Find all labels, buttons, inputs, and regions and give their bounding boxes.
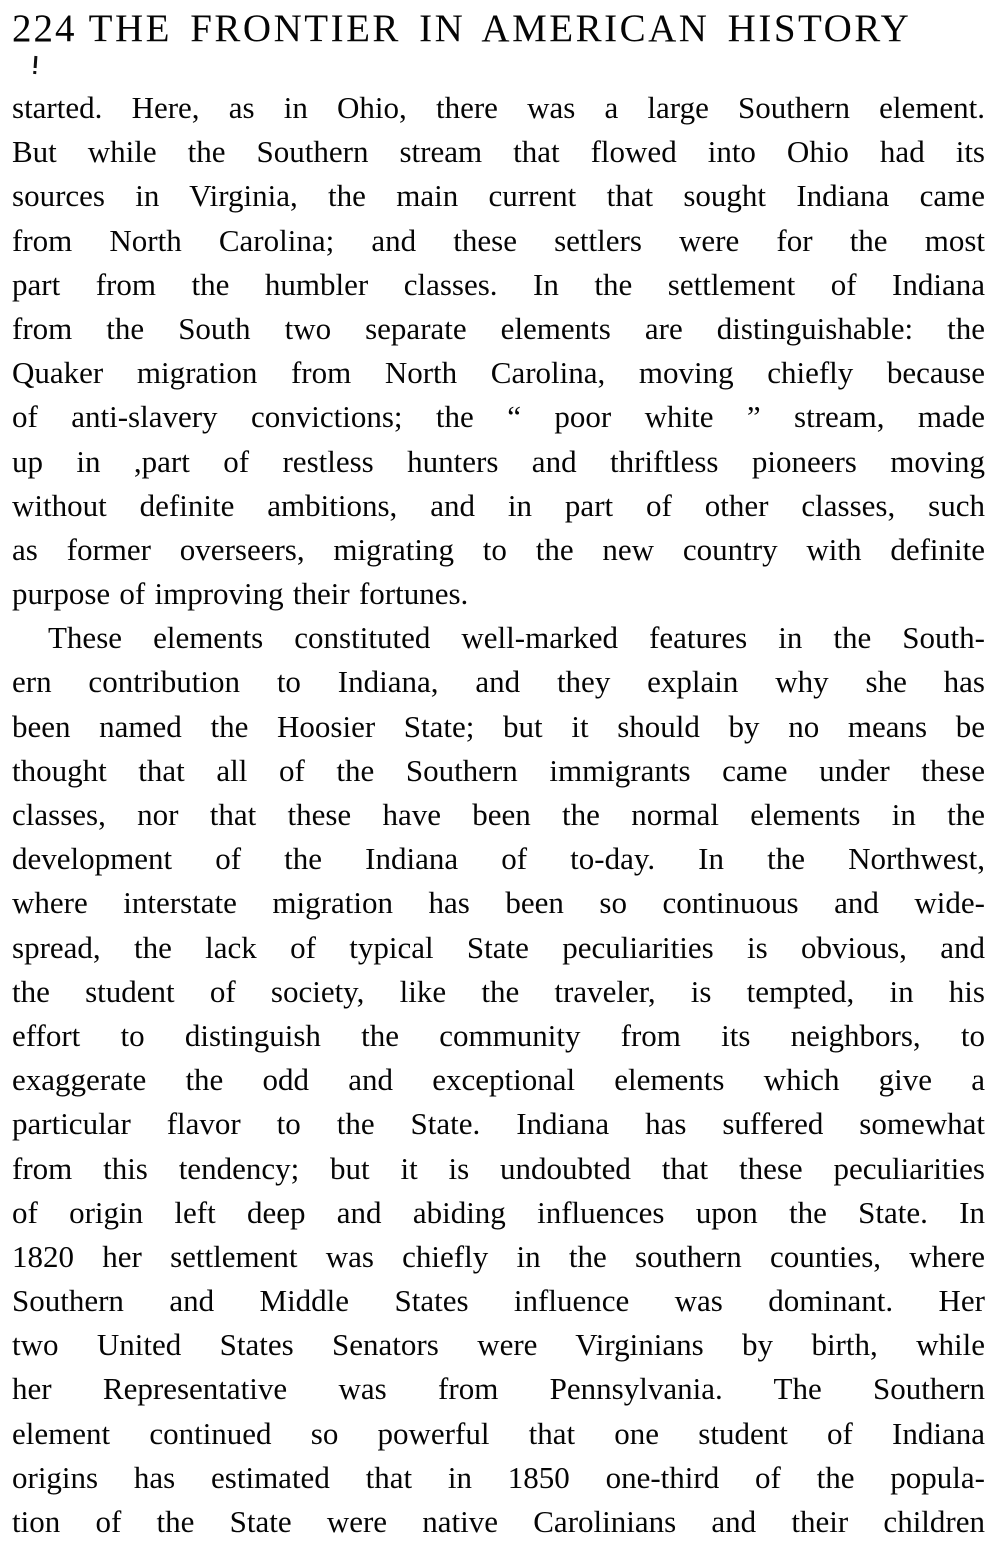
- text-line: 1820 her settlement was chiefly in the southern counties, where: [12, 1238, 985, 1274]
- text-line: effort to distinguish the community from its neighbors, to: [12, 1017, 985, 1053]
- body-text: [12, 86, 985, 1544]
- text-line: started. Here, as in Ohio, there was a large Southern element.: [12, 90, 985, 125]
- text-line: origins has estimated that in 1850 one-third of the popula-: [12, 1459, 985, 1495]
- text-line: without definite ambitions, and in part of other classes, such: [12, 487, 985, 523]
- text-line: two United States Senators were Virginians by birth, while: [12, 1327, 985, 1363]
- text-line: up in ,part of restless hunters and thriftless pioneers moving: [12, 443, 985, 479]
- page-title: THE FRONTIER IN AMERICAN HISTORY: [88, 7, 912, 50]
- ink-mark: [34, 56, 38, 68]
- text-line: of origin left deep and abiding influences upon the State. In: [12, 1194, 985, 1230]
- text-line: particular flavor to the State. Indiana has suffered somewhat: [12, 1106, 985, 1142]
- running-head: [0, 6, 1000, 54]
- text-line: tion of the State were native Carolinians and their children: [12, 1504, 985, 1539]
- text-line: where interstate migration has been so continuous and wide-: [12, 885, 985, 921]
- text-line: of anti-slavery convictions; the “ poor white ” stream, made: [12, 399, 985, 435]
- text-line: part from the humbler classes. In the settlement of Indiana: [12, 266, 985, 302]
- text-line: These elements constituted well-marked features in the South-: [48, 620, 985, 656]
- text-line: Southern and Middle States influence was dominant. Her: [12, 1283, 985, 1319]
- text-line: purpose of improving their fortunes.: [12, 576, 469, 612]
- text-line: ern contribution to Indiana, and they explain why she has: [12, 664, 985, 700]
- text-line: Quaker migration from North Carolina, moving chiefly because: [12, 355, 985, 391]
- page-number: 224: [12, 7, 77, 50]
- text-line: from this tendency; but it is undoubted that these peculiarities: [12, 1150, 985, 1186]
- text-line: her Representative was from Pennsylvania. The Southern: [12, 1371, 985, 1407]
- text-line: thought that all of the Southern immigrants came under these: [12, 752, 985, 788]
- text-line: from the South two separate elements are distinguishable: the: [12, 310, 985, 346]
- text-line: from North Carolina; and these settlers were for the most: [12, 222, 985, 258]
- text-line: exaggerate the odd and exceptional elements which give a: [12, 1062, 985, 1098]
- text-line: development of the Indiana of to-day. In the Northwest,: [12, 841, 985, 877]
- text-line: as former overseers, migrating to the new country with definite: [12, 531, 985, 567]
- text-line: the student of society, like the traveler, is tempted, in his: [12, 973, 985, 1009]
- text-line: element continued so powerful that one student of Indiana: [12, 1415, 985, 1451]
- text-line: spread, the lack of typical State peculiarities is obvious, and: [12, 929, 985, 965]
- text-line: been named the Hoosier State; but it should by no means be: [12, 708, 985, 744]
- text-line: But while the Southern stream that flowed into Ohio had its: [12, 134, 985, 170]
- text-line: classes, nor that these have been the normal elements in the: [12, 797, 985, 832]
- text-line: sources in Virginia, the main current that sought Indiana came: [12, 178, 985, 214]
